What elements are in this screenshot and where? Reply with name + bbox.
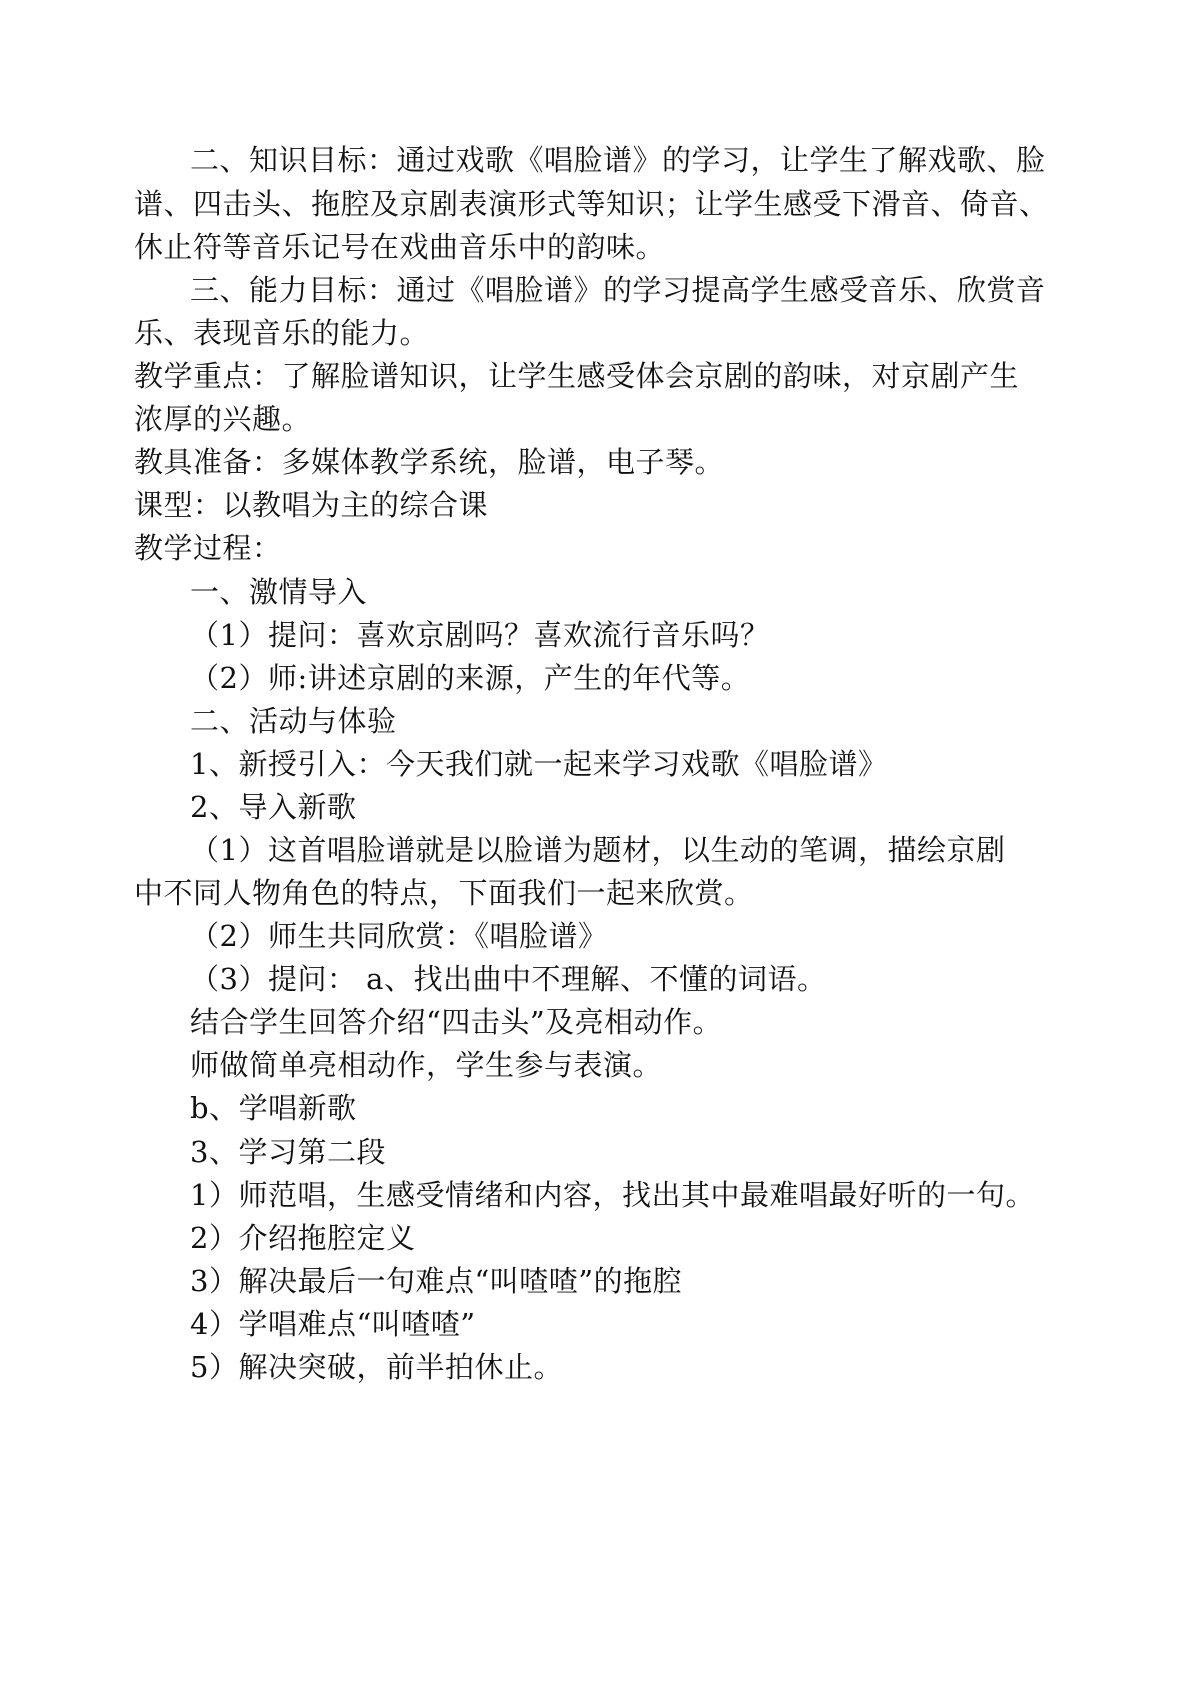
text-line: （3）提问： a、找出曲中不理解、不懂的词语。 bbox=[190, 962, 827, 996]
text-line: （1）这首唱脸谱就是以脸谱为题材，以生动的笔调，描绘京剧 bbox=[190, 833, 1006, 867]
text-line: 2、导入新歌 bbox=[190, 790, 357, 824]
text-line: 课型：以教唱为主的综合课 bbox=[134, 488, 489, 522]
text-line: 教学重点：了解脸谱知识，让学生感受体会京剧的韵味，对京剧产生 bbox=[134, 359, 1020, 393]
text-line: （2）师:讲述京剧的来源，产生的年代等。 bbox=[190, 661, 751, 695]
text-line: （2）师生共同欣赏：《唱脸谱》 bbox=[190, 919, 608, 953]
text-line: 乐、表现音乐的能力。 bbox=[134, 316, 430, 350]
text-line: 结合学生回答介绍“四击头”及亮相动作。 bbox=[190, 1005, 723, 1039]
text-line: 三、能力目标：通过《唱脸谱》的学习提高学生感受音乐、欣赏音 bbox=[190, 273, 1046, 307]
text-line: 5）解决突破，前半拍休止。 bbox=[190, 1350, 563, 1384]
text-line: 3）解决最后一句难点“叫喳喳”的拖腔 bbox=[190, 1264, 683, 1298]
text-line: 教具准备：多媒体教学系统，脸谱，电子琴。 bbox=[134, 445, 725, 479]
text-line: 教学过程： bbox=[134, 531, 282, 565]
text-line: 一、激情导入 bbox=[190, 575, 368, 609]
text-line: 1、新授引入：今天我们就一起来学习戏歌《唱脸谱》 bbox=[190, 747, 888, 781]
text-line: 1）师范唱，生感受情绪和内容，找出其中最难唱最好听的一句。 bbox=[190, 1178, 1035, 1212]
text-line: 浓厚的兴趣。 bbox=[134, 402, 312, 436]
text-line: 中不同人物角色的特点，下面我们一起来欣赏。 bbox=[134, 876, 754, 910]
text-line: 二、活动与体验 bbox=[190, 704, 397, 738]
text-line: 二、知识目标：通过戏歌《唱脸谱》的学习，让学生了解戏歌、脸 bbox=[190, 143, 1046, 177]
text-line: 休止符等音乐记号在戏曲音乐中的韵味。 bbox=[134, 230, 666, 264]
text-line: 师做简单亮相动作，学生参与表演。 bbox=[190, 1048, 663, 1082]
text-line: 3、学习第二段 bbox=[190, 1135, 386, 1169]
text-line: 2）介绍拖腔定义 bbox=[190, 1221, 416, 1255]
text-line: 谱、四击头、拖腔及京剧表演形式等知识；让学生感受下滑音、倚音、 bbox=[134, 187, 1049, 221]
text-line: b、学唱新歌 bbox=[190, 1091, 357, 1125]
text-line: 4）学唱难点“叫喳喳” bbox=[190, 1307, 476, 1341]
text-line: （1）提问：喜欢京剧吗？喜欢流行音乐吗？ bbox=[190, 618, 770, 652]
